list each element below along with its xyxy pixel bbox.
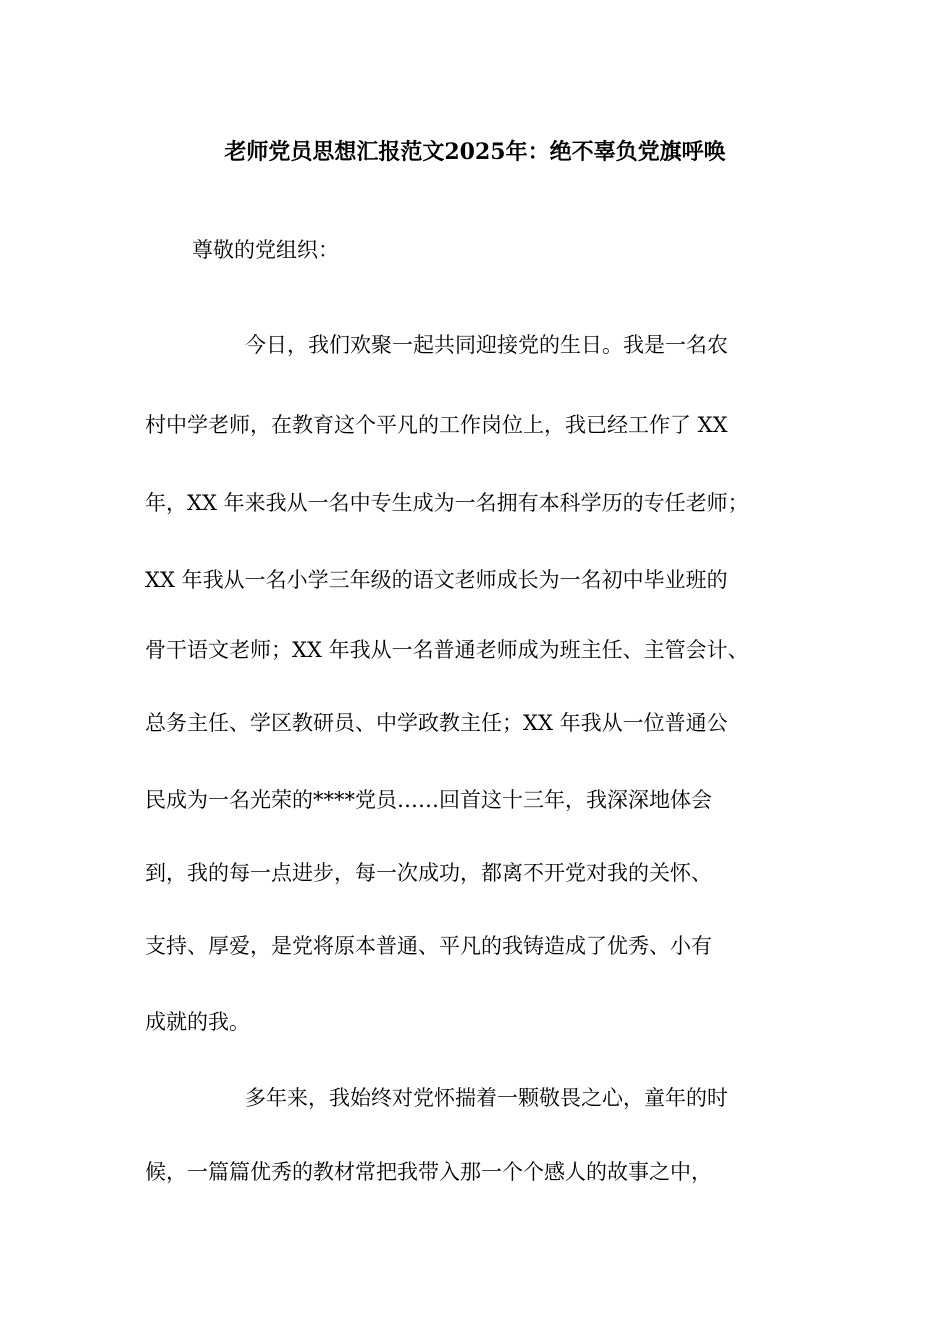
paragraph-line: XX 年我从一名小学三年级的语文老师成长为一名初中毕业班的 [145,568,728,592]
paragraph-line: 成就的我。 [145,1010,250,1034]
salutation: 尊敬的党组织： [192,238,339,262]
paragraph-line: 民成为一名光荣的****党员……回首这十三年，我深深地体会 [145,788,712,812]
paragraph-line: 总务主任、学区教研员、中学政教主任；XX 年我从一位普通公 [145,711,728,735]
document-title: 老师党员思想汇报范文2025年：绝不辜负党旗呼唤 [224,139,726,165]
paragraph-line: 骨干语文老师；XX 年我从一名普通老师成为班主任、主管会计、 [145,638,749,662]
paragraph-line: 候，一篇篇优秀的教材常把我带入那一个个感人的故事之中， [145,1160,712,1184]
paragraph-line: 村中学老师，在教育这个平凡的工作岗位上，我已经工作了 XX [145,413,728,437]
paragraph-line: 多年来，我始终对党怀揣着一颗敬畏之心，童年的时 [245,1086,728,1110]
paragraph-line: 年，XX 年来我从一名中专生成为一名拥有本科学历的专任老师； [145,491,749,515]
paragraph-line: 支持、厚爱，是党将原本普通、平凡的我铸造成了优秀、小有 [145,934,712,958]
paragraph-line: 今日，我们欢聚一起共同迎接党的生日。我是一名农 [245,333,728,357]
paragraph-line: 到，我的每一点进步，每一次成功，都离不开党对我的关怀、 [145,861,712,885]
